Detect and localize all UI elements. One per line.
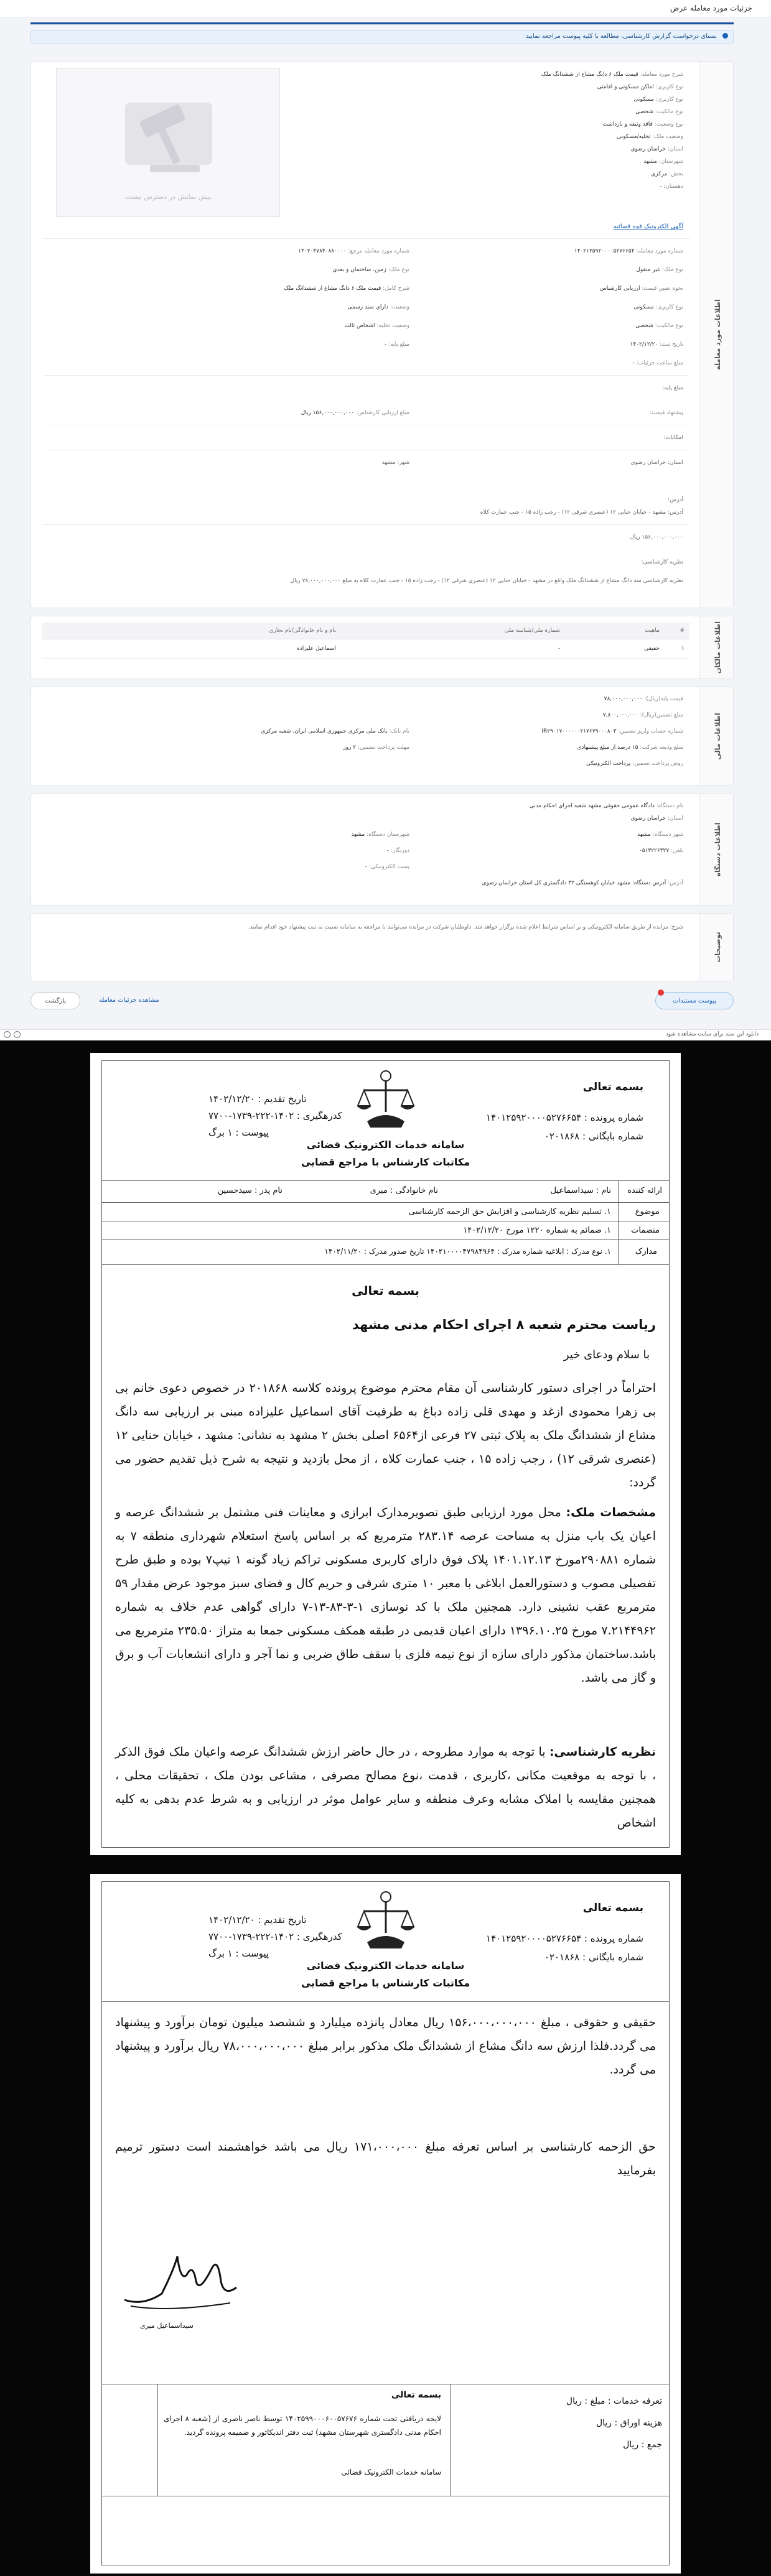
document-page-1 [90, 1053, 681, 1855]
features-label: امکانات: [663, 435, 683, 441]
agency-row: آدرس: آدرس دستگاه: مشهد خیابان کوهسنگی ۳۲ دادگستری کل استان خراسان رضوی [482, 880, 683, 886]
provider-name: نام : سیداسماعیل [550, 1186, 611, 1195]
subject-label: موضوع [635, 1207, 660, 1216]
header-basmala-2: بسمه تعالی [582, 1902, 643, 1914]
org-name-2: سامانه خدمات الکترونیک قضائی [306, 1960, 465, 1971]
receipt-note: لایحه دریافتی تحت شماره ۱۴۰۲۵۹۹۰۰۰۶۰۰۵۷۶۷۶ توسط ناصر ناصری از (شعبه ۸ اجرای احکام مدنی دادگستری شهرستان مشهد) ثبت دفتر اندیکاتور و ضمیمه پرونده گردید. [164, 2414, 442, 2437]
file-number-2: شماره پرونده : ۱۴۰۱۲۵۹۲۰۰۰۰۵۲۷۶۶۵۴ [486, 1933, 643, 1944]
fin-row: مهلت پرداخت تضمین: ۲ روز [343, 744, 409, 751]
detail-row: نوع کاربری: مسکونی [633, 304, 683, 310]
tracking-code-2: کدرهگیری : ۱۴۰۲-۲۲۲-۱۷۳۹-۷۷۰۰ [208, 1931, 342, 1942]
detail-row: وضعیت تخلیه: اشخاص ثالث [344, 323, 409, 329]
table-line [101, 1239, 670, 1240]
footer-basmala: بسمه تعالی [391, 2390, 441, 2400]
letter-paragraph-4: حقیقی و حقوقی ، مبلغ ۱۵۶،۰۰۰،۰۰۰،۰۰۰ ریال معادل پانزده میلیارد و ششصد میلیون تومان برآورد و پیشنهاد می گردد.فلذا ارزش سه دانگ مشاع از ششدانگ ملک مذکور برابر مبلغ ۷۸،۰۰۰،۰۰۰،۰۰۰ ریال برآورد و پیشنهاد می گردد. [115, 2016, 656, 2077]
owners-section-title: اطلاعات مالکان [714, 621, 722, 674]
cost-label: هزینه اوراق : ریال [596, 2418, 662, 2428]
owners-header-row [42, 623, 689, 639]
location-city: شهر: مشهد [381, 460, 409, 466]
table-line [101, 1264, 670, 1265]
notes-section-title: توضیحات [714, 932, 722, 963]
signature-icon [118, 2244, 243, 2319]
prop-row: نوع مالکیت: شخصی [635, 109, 683, 115]
table-row [42, 639, 689, 659]
address-value: آدرس: مشهد - خیابان حنایی ۱۲ (عنصری شرقی ۱۲) - رجب زاده ۱۵ - جنب عمارت کلاه [480, 509, 683, 516]
property-section-title: اطلاعات مورد معامله [714, 299, 722, 370]
financial-section-side [699, 687, 733, 785]
subject-value: ۱. تسلیم نظریه کارشناسی و افزایش حق الزحمه کارشناسی [408, 1207, 611, 1216]
org-name: سامانه خدمات الکترونیک قضائی [306, 1139, 465, 1151]
agency-row: استان: خراسان رضوی [630, 815, 683, 822]
back-button[interactable]: بازگشت [30, 992, 80, 1009]
evidence-value: ۱. نوع مدرک : ابلاغیه شماره مدرک : ۱۴۰۲۱۰۰۰۰۴۷۹۸۴۹۶۴ تاریخ صدور مدرک : ۱۴۰۲/۱۱/۲۰ [324, 1247, 611, 1256]
col-index: # [665, 623, 689, 639]
prop-row: شهرستان: مشهد [643, 159, 683, 165]
page-title: جزئیات مورد معامله عرض [670, 4, 752, 12]
judiciary-emblem-icon [355, 1068, 417, 1134]
agency-row: نام دستگاه: دادگاه عمومی حقوقی مشهد شعبه اجرای احکام مدنی [529, 803, 683, 809]
attachments-button[interactable]: پیوست مستندات [655, 992, 734, 1009]
table-line [157, 2384, 158, 2496]
col-national-id: شماره ملی/شناسه ملی [341, 623, 565, 639]
submit-date: تاریخ تقدیم : ۱۴۰۲/۱۲/۲۰ [208, 1093, 307, 1105]
detail-row: وضعیت: دارای سند رسمی [347, 304, 409, 310]
gavel-icon [113, 90, 225, 183]
org-subtitle-2: مکاتبات کارشناس با مراجع قضایی [301, 1977, 470, 1989]
fin-row: مبلغ ودیعه شرکت: ۱۵ درصد از مبلغ پیشنهادی [577, 744, 683, 751]
prop-row: نوع کاربری: مسکونی [633, 96, 683, 103]
address-label: آدرس: [668, 497, 683, 503]
zoom-out-icon[interactable] [4, 1031, 11, 1038]
fin-row: قیمت پایه(ریال): ۷۸,۰۰۰,۰۰۰,۰۰۰ [604, 696, 683, 702]
table-line [618, 1180, 619, 1264]
archive-number-2: شماره بایگانی : ۰۲۰۱۸۶۸ [544, 1952, 643, 1963]
fin-row: مبلغ تضمین(ریال): ۷,۸۰۰,۰۰۰,۰۰۰ [602, 712, 683, 718]
footer-bar [30, 992, 734, 1019]
owners-section-side [699, 616, 733, 679]
agency-section-side [699, 794, 733, 905]
document-viewer[interactable] [0, 1040, 771, 2576]
prop-row: وضعیت ملک: تخلیه/مسکونی [617, 134, 683, 140]
file-number: شماره پرونده : ۱۴۰۱۲۵۹۲۰۰۰۰۵۲۷۶۶۵۴ [486, 1112, 643, 1123]
ad-link[interactable]: آگهی الکترونیک قوه قضائیه [613, 223, 683, 230]
owner-type: حقیقی [565, 639, 665, 659]
col-name: نام و نام خانوادگی/نام تجاری [42, 623, 341, 639]
prop-row: نوع وضعیت: فاقد وثیقه و بازداشت [602, 121, 683, 127]
prop-row: شرح مورد معامله: قیمت ملک ۶ دانگ مشاع از ششدانگ ملک [541, 72, 683, 78]
document-page-2 [90, 1874, 681, 2574]
letter-paragraph-2: مشخصات ملک: محل مورد ارزیابی طبق تصویرمدارک ابرازی و معاینات فنی مشتمل بر ششدانگ عرصه و اعیان یک باب منزل به مساحت عرصه ۲۸۳.۱۴ مترمربع که بر اساس پاسخ استعلام شهرداری منطقه ۷ به شماره ۲۹۰۸۸۱مورخ ۱۴۰۱.۱۲.۱۳ پلاک فوق دارای کاربری مسکونی تراکم زیاد گونه ۱ تیپ۷ بوده و طبق طرح تفصیلی مصوب و دستورالعمل ابلاغی با معبر ۱۰ متری شرقی و حریم کال و فضای سبز موجود عرض مقدار ۵۹ مترمربع عقب نشینی دارد. همچنین ملک با کد نوسازی ۱-۳-۸۳-۱۳-۷ دارای گواهی عدم خلاف به شماره ۷.۲۱۴۴۹۶۲ مورخ ۱۳۹۶.۱۰.۲۵ دارای اعیان قدیمی در طبقه همکف مسکونی جمعا به متراژ ۲۳۵.۵۰ مترمربع می باشد.ساختمان مذکور دارای سازه از نوع نیمه فلزی با سقف طاق ضربی و نما آجر و دارای انشعابات آب و برق و گاز می باشد. [115, 1506, 657, 1685]
provider-father: نام پدر : سیدحسین [217, 1186, 283, 1195]
prop-row: نوع کاربری: اماکن مسکونی و اقامتی [597, 84, 683, 90]
signer-name: سیداسماعیل میری [140, 2322, 194, 2330]
owner-index: ۱ [665, 639, 689, 659]
detail-row: شماره مورد معامله مرجع: ۱۴۰۲۰۴۷۸۴۰۸۸۰۰۰۰ [298, 248, 409, 254]
agency-panel [30, 794, 734, 906]
property-section-side [699, 62, 733, 608]
detail-row: نحوه تعیین قیمت: ارزیابی کارشناس [599, 285, 683, 292]
page-header [0, 0, 771, 17]
divider [44, 238, 689, 239]
divider [44, 524, 689, 525]
table-line [101, 1202, 670, 1203]
attachments-value: ۱. ضمائم به شماره ۱۲۲۰ مورخ ۱۴۰۲/۱۲/۲۰ [463, 1226, 611, 1235]
fin-row: شماره حساب واریز تضمین: IR۲۹۰۱۷۰۰۰۰۰۰۲۱۷۶۷۹۰۰۰۸۰۳ [541, 728, 683, 734]
zoom-in-icon[interactable] [14, 1031, 21, 1038]
location-province: استان: خراسان رضوی [630, 460, 683, 466]
prop-row: دهستان: - [659, 183, 683, 190]
financial-section-title: اطلاعات مالی [714, 713, 722, 760]
letter-paragraph-5: حق الزحمه کارشناسی بر اساس تعرفه مبلغ ۱۷۱،۰۰۰،۰۰۰ ریال می باشد خواهشمند است دستور ترمیم بفرمایید [115, 2140, 656, 2177]
agency-row: شهر دستگاه: مشهد [637, 832, 683, 838]
price-label: مبلغ پایه: [662, 385, 683, 391]
info-alert [30, 30, 734, 44]
price-row-2: مبلغ ارزیابی کارشناس: ۱۵۶,۰۰۰,۰۰۰,۰۰۰ ریال [301, 410, 409, 416]
detail-row: شرح کامل: قیمت ملک ۶ دانگ مشاع از ششدانگ ملک [284, 285, 409, 292]
viewer-toolbar-text: دانلود این سند برای سایت مشاهده شود [665, 1031, 759, 1037]
letter-addressee: ریاست محترم شعبه ۸ اجرای احکام مدنی مشهد [352, 1317, 656, 1332]
agency-row: دورنگار: - [386, 848, 409, 854]
summary-label: نظریه کارشناسی: [641, 559, 683, 565]
attachments-label: منضمات [631, 1226, 660, 1235]
judiciary-emblem-icon [355, 1889, 417, 1955]
tracking-code: کدرهگیری : ۱۴۰۲-۲۲۲-۱۷۳۹-۷۷۰۰ [208, 1110, 342, 1121]
app-area [0, 0, 771, 1035]
owners-panel [30, 616, 734, 679]
detail-row: مبلغ پایه: - [385, 341, 409, 348]
col-type: ماهیت [565, 623, 665, 639]
info-icon [722, 33, 728, 39]
attachment-count: پیوست : ۱ برگ [208, 1127, 269, 1138]
submit-date-2: تاریخ تقدیم : ۱۴۰۲/۱۲/۲۰ [208, 1914, 307, 1925]
property-info-panel [30, 61, 734, 608]
agency-row: تلفن: ۰۵۱۳۲۲۶۳۲۷ [638, 848, 683, 854]
owner-name: اسماعیل علیزاده [42, 639, 341, 659]
letter-paragraph-1: احتراماً در اجرای دستور کارشناسی آن مقام محترم موضوع پرونده کلاسه ۲۰۱۸۶۸ در خصوص دعوی خانم بی بی زهرا محمودی ازغد و مهدی قلی زاده دباغ به طرفیت آقای اسماعیل علیزاده مبنی بر ارزیابی سه دانگ مشاع از ششدانگ ملک به پلاک ثبتی ۲۷ فرعی از۶۵۶۴ اصلی بخش ۲ مشهد به نشانی: مشهد ، خیابان حنایی ۱۲ (عنصری شرقی ۱۲) ، رجب زاده ۱۵ ، جنب عمارت کلاه ، از محل بازدید و نتیجه به شرح ذیل تقدیم حضور می گردد: [115, 1381, 657, 1490]
notes-panel [30, 913, 734, 981]
owner-national-id: - [341, 639, 565, 659]
letter-greeting: با سلام ودعای خیر [563, 1348, 650, 1361]
alert-text: بستای درخواست گزارش کارشناسی، مطالعه با کلیه پیوست مراجعه نمایید [525, 33, 717, 40]
notes-section-side [699, 914, 733, 981]
summary-value: نظریه کارشناسی سه دانگ مشاع از ششدانگ ملک واقع در مشهد - خیابان حنایی ۱۲ (عنصری شرقی ۱۲) - رجب زاده ۱۵ - جنب عمارت کلاه به مبلغ ۷۸,۰۰۰,۰۰۰,۰۰۰ ریال [290, 578, 683, 584]
table-line [101, 1180, 670, 1181]
agency-row: شهرستان دستگاه: مشهد [351, 832, 409, 838]
owners-table [42, 623, 689, 659]
price-row: پیشنهاد قیمت: [650, 410, 683, 416]
detail-row: تاریخ ثبت: ۱۴۰۲/۱۲/۲۰ [630, 341, 683, 348]
prop-row: استان: خراسان رضوی [630, 146, 683, 152]
viewer-toolbar [0, 1029, 771, 1040]
org-subtitle: مکاتبات کارشناس با مراجع قضایی [301, 1156, 470, 1168]
evidence-label: مدارک [635, 1247, 657, 1256]
detail-row: شماره مورد معامله: ۱۴۰۲۱۲۵۹۲۰۰۰۰۵۲۷۶۶۵۴ [574, 248, 683, 254]
fee-label: تعرفه خدمات : مبلغ : ریال [566, 2396, 662, 2406]
provider-family: نام خانوادگی : میری [370, 1186, 438, 1195]
prop-row: بخش: مرکزی [651, 171, 683, 177]
header-accent-line-thin [30, 24, 734, 25]
agency-section-title: اطلاعات دستگاه [714, 822, 722, 877]
divider [44, 375, 689, 376]
detail-row: نوع مالکیت: شخصی [635, 323, 683, 329]
detail-row: مبلغ ساعت جزئیات: - [632, 360, 683, 366]
base-value: ۱۵۶,۰۰۰,۰۰۰,۰۰۰ ریال [630, 534, 683, 540]
fin-row: نام بانک: بانک ملی مرکزی جمهوری اسلامی ایران، شعبه مرکزی [261, 728, 409, 734]
view-details-link[interactable]: مشاهده جزئیات معامله [99, 997, 159, 1004]
detail-row: نوع ملک: غیر منقول [636, 267, 683, 273]
table-line [450, 2384, 451, 2496]
attachment-count-2: پیوست : ۱ برگ [208, 1948, 269, 1959]
image-placeholder [56, 68, 280, 217]
total-label: جمع : ریال [623, 2440, 662, 2450]
fin-row: روش پرداخت تضمین: پرداخت الکترونیکی [586, 761, 683, 767]
header-basmala: بسمه تعالی [582, 1081, 643, 1093]
agency-row: پست الکترونیکی: - [365, 864, 409, 870]
notes-text: شرح: مزایده از طریق سامانه الکترونیکی و بر اساس شرایط اعلام شده برگزار خواهد شد. داوطلبان شرکت در مزایده می‌توانند با مراجعه به سامانه نسبت به ثبت پیشنهاد خود اقدام نمایند. [248, 924, 683, 930]
letter-paragraph-3: نظریه کارشناسی: با توجه به موارد مطروحه ، در حال حاضر ارزش ششدانگ عرصه واعیان ملک فوق الذکر ، با توجه به موقعیت مکانی ،کاربری ، قدمت ،نوع مصالح مصرفی ، مشاعی بودن ملک ، تحقیقات محلی ، همچنین مقایسه با املاک مشابه وعرف منطقه و سایر عوامل موثر در ارزیابی و به شرط عدم بدهی به کلیه اشخاص [115, 1745, 656, 1830]
letter-basmala: بسمه تعالی [352, 1284, 419, 1298]
notification-badge [658, 989, 664, 996]
provider-label: ارائه کننده [627, 1186, 662, 1195]
archive-number: شماره بایگانی : ۰۲۰۱۸۶۸ [544, 1131, 643, 1142]
no-preview-text: پیش نمایش در دسترس نیست [124, 193, 212, 201]
detail-row: نوع ملک: زمین، ساختمان و بعدی [332, 267, 409, 273]
financial-panel [30, 687, 734, 786]
footer-org: سامانه خدمات الکترونیک قضائی [341, 2468, 441, 2476]
table-line [101, 2001, 670, 2002]
